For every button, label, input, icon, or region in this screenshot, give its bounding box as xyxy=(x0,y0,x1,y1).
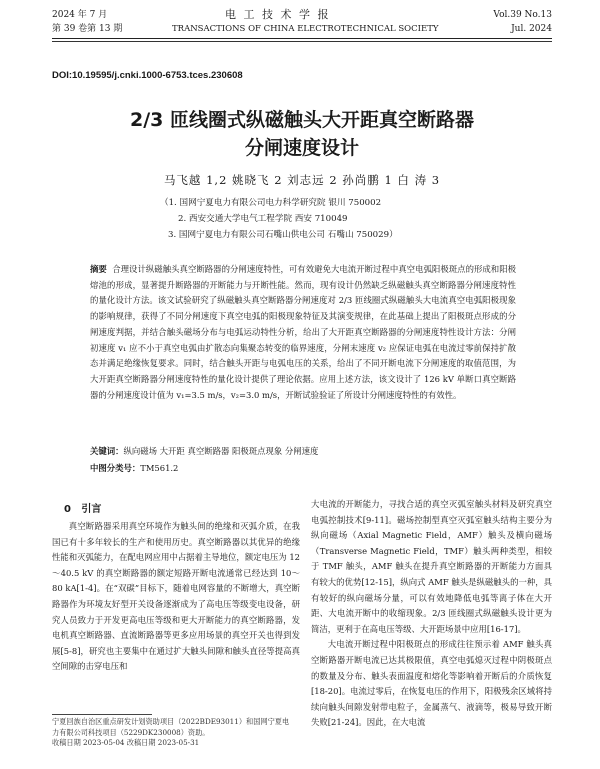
clc-label: 中图分类号： xyxy=(90,463,141,473)
clc-number xyxy=(90,461,516,477)
section-heading xyxy=(64,500,101,515)
footnote-dates: 收稿日期 2023-05-04 改稿日期 2023-05-31 xyxy=(52,738,200,748)
abstract-text: 合理设计纵磁触头真空断路器的分闸速度特性，可有效避免大电流开断过程中真空电弧阳极斑点的形成和阳极熔池的形成，显著提升断路器的开断能力与开断性能。然而，现有设计仍然缺乏纵磁触头真空断路器分闸速度特性的量化设计方法。该文试验研究了纵磁触头真空断路器分闸速度对 2/3 匝线圈式纵磁触头大电流真空电弧阳极现象的影响规律，获得了不同分闸速度下真空电弧的阳极现象特征及其演变规律，在此基础上提出了阳极斑点形成的分闸速度判据，并结合触头磁场分布与电弧运动特性分析，给出了大开距真空断路器的分闸速度特性设计方法：分闸初速度 v₁ 应不小于真空电弧由扩散态向集聚态转变的临界速度，分闸末速度 v₂ 应保证电弧在电流过零前保持扩散态并满足绝缘恢复要求。同时，结合触头开距与电弧电压的关系，给出了不同开断电流下分闸速度的取值范围，为大开距真空断路器分闸速度特性的量化设计提供了理论依据。应用上述方法，该文设计了 126 kV 单断口真空断路器的分闸速度设计值为 v₁=3.5 m/s，v₂=3.0 m/s，开断试验验证了所设计分闸速度特性的有效性。 xyxy=(90,264,517,400)
header-rule-thin xyxy=(52,41,552,42)
header-volume-en: Vol.39 No.13 xyxy=(493,10,552,20)
paper-title-line2: 分闸速度设计 xyxy=(244,137,359,159)
journal-title-en: TRANSACTIONS OF CHINA ELECTROTECHNICAL SOCIETY xyxy=(172,24,439,34)
right-column xyxy=(311,497,552,769)
abstract-label: 摘要 xyxy=(90,264,107,274)
paper-title-line1: 2/3 匝线圈式纵磁触头大开距真空断路器 xyxy=(130,109,474,131)
header-month-year: Jul. 2024 xyxy=(511,24,552,34)
keywords-label: 关键词： xyxy=(90,446,124,456)
clc-text: TM561.2 xyxy=(140,463,179,473)
keywords xyxy=(90,444,516,460)
doi: DOI:10.19595/j.cnki.1000-6753.tces.230608 xyxy=(52,70,243,81)
section-number: 0 xyxy=(64,504,71,515)
affiliation-1: （1. 国网宁夏电力有限公司电力科学研究院 银川 750002 xyxy=(160,198,382,208)
footnote xyxy=(52,717,297,749)
abstract xyxy=(90,262,516,403)
header-volume-cn: 第 39 卷第 13 期 xyxy=(52,24,123,34)
footnote-rule xyxy=(52,714,152,715)
footnote-funding-2: 力有限公司科技项目（5229DK230008）资助。 xyxy=(52,727,210,737)
header-rule xyxy=(52,38,552,39)
section-title: 引言 xyxy=(81,504,102,515)
header-date: 2024 年 7 月 xyxy=(52,10,108,20)
intro-paragraph-2: 大电流的开断能力，寻找合适的真空灭弧室触头材料及研究真空电弧控制技术[9-11]。磁场控制型真空灭弧室触头结构主要分为纵向磁场（Axial Magnetic Field，AMF）触头及横向磁场（Transverse Magnetic Field，TMF）触头两种类型，相较于 TMF 触头，AMF 触头在提升真空断路器的开断能力方面具有较大的优势[12-15]，纵向式 AMF 触头是纵磁触头的一种，具有较好的纵向磁场分量，可以有效地降低电弧等离子体在大开距、大电流开断中的收缩现象。2/3 匝线圈式纵磁触头设计更为简洁，更利于在高电压等级、大开距场景中应用[16-17]。 xyxy=(311,499,552,634)
footnote-funding-1: 宁夏回族自治区重点研发计划资助项目（2022BDE93011）和国网宁夏电 xyxy=(52,717,290,726)
intro-paragraph-3: 大电流开断过程中阳极斑点的形成往往预示着 AMF 触头真空断路器开断电流已达其极限值，真空电弧熄灭过程中阴极斑点的数量及分布、触头表面温度和熔化等影响着开断后的介质恢复[18-20]。电流过零后，在恢复电压的作用下，阳极残余区域将持续向触头间隙发射带电粒子，金属蒸气、液滴等，极易导致开断失败[21-24]。因此，在大电流 xyxy=(311,639,552,728)
keywords-text: 纵向磁场 大开距 真空断路器 阳极斑点现象 分闸速度 xyxy=(123,446,319,456)
journal-title-cn: 电 工 技 术 学 报 xyxy=(225,8,331,21)
affiliation-2: 2. 西安交通大学电气工程学院 西安 710049 xyxy=(178,214,348,224)
intro-paragraph-1: 真空断路器采用真空环境作为触头间的绝缘和灭弧介质，在我国已有十多年较长的生产和使用历史。真空断路器以其优异的绝缘性能和灭弧能力，在配电网应用中占据着主导地位，额定电压为 12～40.5 kV 的真空断路器的额定短路开断电流通常已经达到 10～80 kA[1-4]。在“双碳”目标下，随着电网容量的不断增大，真空断路器作为环境友好型开关设备逐渐成为了高电压等级变电设备，研究人员致力于开发更高电压等级和更大开断能力的真空断路器，发电机真空断路器、直流断路器等更多应用场景的真空开关也得到发展[5-8]，研究也主要集中在通过扩大触头间隙和触头直径等提高真空间隙的击穿电压和 xyxy=(52,521,300,672)
authors: 马飞越 1,2 姚晓飞 2 刘志远 2 孙尚鹏 1 白 涛 3 xyxy=(163,173,441,187)
affiliation-3: 3. 国网宁夏电力有限公司石嘴山供电公司 石嘴山 750029） xyxy=(168,230,398,240)
left-column xyxy=(52,519,300,712)
